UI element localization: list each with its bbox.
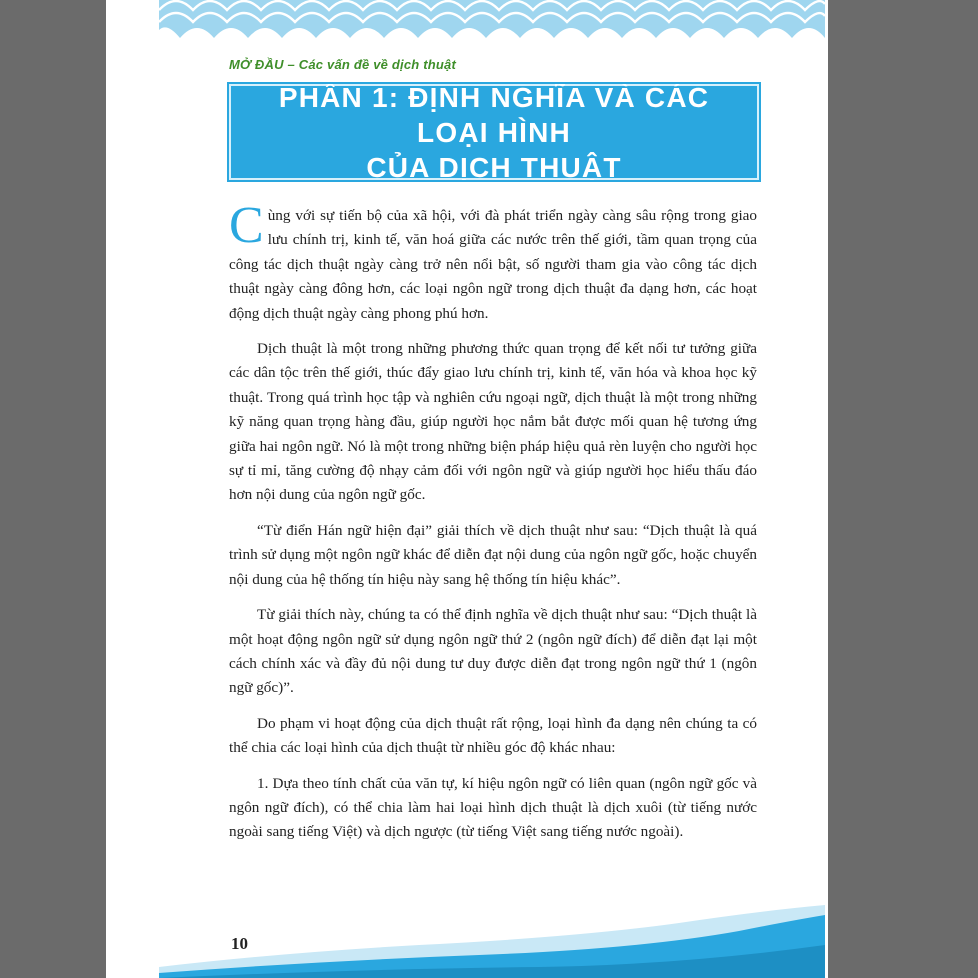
drop-cap: C — [229, 197, 264, 254]
left-background-band — [0, 0, 106, 978]
paragraph-5: Do phạm vi hoạt động của dịch thuật rất rộng, loại hình đa dạng nên chúng ta có thể chia các loại hình của dịch thuật từ nhiều góc độ khác nhau: — [229, 714, 757, 757]
body-text — [229, 197, 757, 856]
running-head-separator: – — [283, 57, 299, 72]
paragraph-4: Từ giải thích này, chúng ta có thể định nghĩa về dịch thuật như sau: “Dịch thuật là một hoạt động ngôn ngữ sử dụng ngôn ngữ thứ 2 (ngôn ngữ đích) để diễn đạt lại một cách chính xác và đầy đủ nội dung tư duy được diễn đạt trong ngôn ngữ thứ 1 (ngôn ngữ gốc)”. — [229, 606, 757, 697]
running-head — [229, 57, 456, 72]
chapter-title-line-2: CỦA DỊCH THUẬT — [366, 151, 622, 183]
right-background-band — [828, 0, 978, 978]
chapter-title-line-1: PHẦN 1: ĐỊNH NGHĨA VÀ CÁC LOẠI HÌNH — [278, 81, 710, 148]
chapter-title-box — [229, 81, 759, 183]
top-wave-decoration — [159, 0, 825, 60]
page-number: 10 — [231, 934, 248, 953]
chapter-title — [231, 80, 757, 185]
paragraph-3: “Từ điển Hán ngữ hiện đại” giải thích về dịch thuật như sau: “Dịch thuật là quá trình sử dụng một ngôn ngữ khác để diễn đạt nội dung của ngôn ngữ gốc, hoặc chuyển nội dung của hệ thống tín hiệu này sang hệ thống tín hiệu khác”. — [229, 521, 757, 588]
running-head-part: MỞ ĐẦU — [229, 57, 284, 72]
running-head-subtitle: Các vấn đề về dịch thuật — [298, 57, 456, 72]
paragraph-2: Dịch thuật là một trong những phương thức quan trọng để kết nối tư tưởng giữa các dân tộc trên thế giới, thúc đẩy giao lưu chính trị, kinh tế, văn hóa và khoa học kỹ thuật. Trong quá trình học tập và nghiên cứu ngoại ngữ, dịch thuật là một trong những kỹ năng quan trọng hàng đầu, giúp người học nắm bắt được mối quan hệ tương ứng giữa hai ngôn ngữ. Nó là một trong những biện pháp hiệu quả rèn luyện cho người học sự tỉ mỉ, tăng cường độ nhạy cảm đối với ngôn ngữ và giúp người học hiểu thấu đáo hơn nội dung của ngôn ngữ gốc. — [229, 340, 757, 504]
bottom-wave-decoration — [159, 905, 825, 978]
book-page — [159, 0, 825, 978]
paragraph-6: 1. Dựa theo tính chất của văn tự, kí hiệu ngôn ngữ có liên quan (ngôn ngữ gốc và ngôn ngữ đích), có thể chia làm hai loại hình dịch thuật là dịch xuôi (từ tiếng nước ngoài sang tiếng Việt) và dịch ngược (từ tiếng Việt sang tiếng nước ngoài). — [229, 774, 757, 841]
paragraph-1-text: ùng với sự tiến bộ của xã hội, với đà phát triển ngày càng sâu rộng trong giao lưu chính trị, kinh tế, văn hoá giữa các nước trên thế giới, tầm quan trọng của công tác dịch thuật ngày càng trở nên nổi bật, số người tham gia vào công tác dịch thuật ngày càng đông hơn, các loại ngôn ngữ trong dịch thuật đa dạng hơn, các hoạt động dịch thuật ngày càng phong phú hơn. — [229, 207, 757, 322]
paragraph-1 — [229, 197, 757, 326]
